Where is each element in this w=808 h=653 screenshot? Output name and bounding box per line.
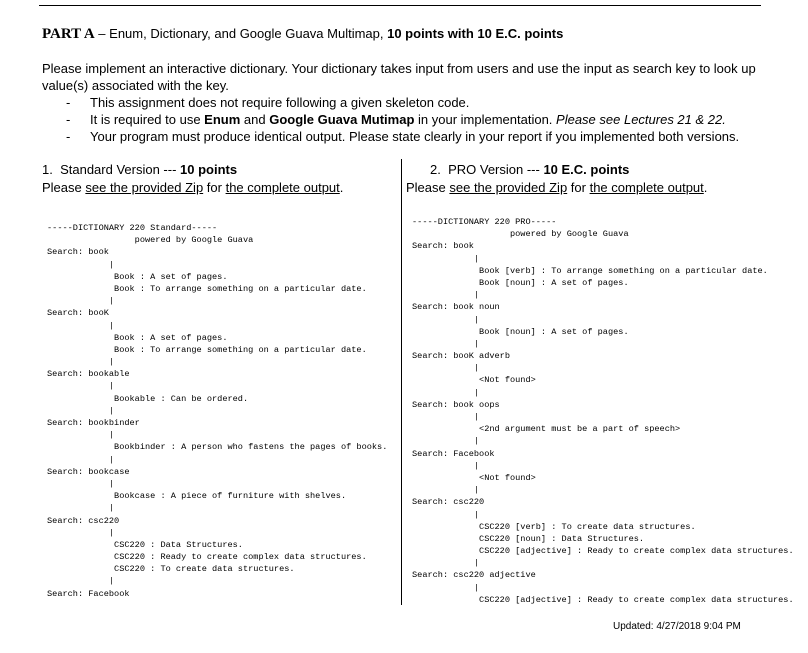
console-line: CSC220 : Data Structures.	[47, 539, 243, 550]
console-line: |	[412, 253, 480, 264]
console-line: Search: bookable	[47, 369, 130, 380]
console-line: |	[47, 259, 115, 270]
console-line: |	[412, 509, 480, 520]
console-line: Book [noun] : A set of pages.	[412, 326, 629, 337]
console-line: Book [noun] : A set of pages.	[412, 277, 629, 288]
console-line: Book : To arrange something on a particular date.	[47, 344, 367, 355]
console-line: <Not found>	[412, 472, 536, 483]
zip-link[interactable]: see the provided Zip	[85, 180, 204, 195]
standard-version-note	[42, 180, 343, 195]
complete-output-link[interactable]: the complete output	[589, 180, 704, 195]
console-line: Search: bookcase	[47, 466, 130, 477]
heading-topics: Enum, Dictionary, and Google Guava Multimap,	[109, 26, 388, 41]
note-text: Please	[42, 180, 86, 195]
heading-points: 10 points with 10 E.C. points	[387, 26, 564, 41]
console-line: Search: booK adverb	[412, 351, 510, 362]
console-line: Bookcase : A piece of furniture with shelves.	[47, 491, 347, 502]
console-line: |	[47, 527, 115, 538]
console-line: CSC220 : To create data structures.	[47, 564, 295, 575]
console-line: |	[47, 381, 115, 392]
part-label: PART A	[42, 26, 95, 42]
bullet-text: It is required to use	[90, 112, 205, 127]
console-line: |	[47, 430, 115, 441]
bullet-text: in your implementation.	[414, 112, 557, 127]
section-number: 1.	[42, 162, 53, 177]
console-line: Book : To arrange something on a particular date.	[47, 283, 367, 294]
requirements-list	[42, 94, 739, 145]
column-divider	[401, 159, 402, 605]
console-line: -----DICTIONARY 220 PRO-----	[412, 217, 557, 227]
console-line: CSC220 [adjective] : Ready to create complex data structures.	[412, 546, 794, 557]
top-rule	[39, 5, 761, 6]
console-line: Search: csc220	[412, 497, 485, 508]
list-item: - It is required to use Enum and Google Guava Mutimap in your implementation. Please see Lectures 21 & 22.	[66, 112, 726, 127]
list-item: - Your program must produce identical output. Please state clearly in your report if you implemented both versions.	[66, 129, 740, 144]
console-line: |	[47, 296, 115, 307]
console-line: |	[412, 363, 480, 374]
bullet-bold-guava: Google Guava Mutimap	[269, 112, 415, 127]
pro-console-output	[412, 216, 794, 606]
console-line: Search: book noun	[412, 302, 500, 313]
note-text: .	[703, 180, 708, 195]
section-label: Standard Version ---	[60, 162, 181, 177]
section-number: 2.	[430, 162, 441, 177]
note-text: .	[339, 180, 344, 195]
section-points: 10 E.C. points	[543, 162, 630, 177]
console-line: powered by Google Guava	[412, 229, 629, 240]
pro-version-note	[406, 180, 707, 195]
console-line: |	[412, 436, 480, 447]
bullet-text: and	[240, 112, 270, 127]
heading-dash: –	[94, 26, 110, 41]
console-line: |	[412, 582, 480, 593]
section-points: 10 points	[180, 162, 238, 177]
note-text: Please	[406, 180, 450, 195]
section-label: PRO Version ---	[448, 162, 544, 177]
console-line: Search: book oops	[412, 399, 500, 410]
console-line: |	[412, 412, 480, 422]
note-text: for	[203, 180, 226, 195]
console-line: CSC220 [adjective] : Ready to create complex data structures.	[412, 594, 794, 605]
console-line: Book : A set of pages.	[47, 332, 228, 343]
pro-version-title	[430, 162, 629, 177]
console-line: Search: Facebook	[47, 588, 130, 599]
list-item: - This assignment does not require following a given skeleton code.	[66, 95, 470, 110]
zip-link[interactable]: see the provided Zip	[449, 180, 568, 195]
console-line: |	[47, 357, 115, 368]
updated-timestamp: Updated: 4/27/2018 9:04 PM	[613, 621, 741, 632]
complete-output-link[interactable]: the complete output	[225, 180, 340, 195]
console-line: |	[47, 320, 115, 331]
console-line: |	[47, 576, 115, 587]
console-line: |	[47, 503, 115, 514]
console-line: <2nd argument must be a part of speech>	[412, 424, 681, 435]
console-line: |	[412, 338, 480, 349]
note-text: for	[567, 180, 590, 195]
console-line: |	[412, 460, 480, 471]
console-line: |	[412, 558, 480, 569]
console-line: Search: booK	[47, 308, 109, 319]
standard-console-output	[47, 222, 387, 600]
console-line: |	[412, 485, 480, 496]
console-line: Book : A set of pages.	[47, 271, 228, 282]
bullet-italic-lectures: Please see Lectures 21 & 22.	[556, 112, 726, 127]
console-line: Search: book	[47, 247, 109, 258]
console-line: <Not found>	[412, 375, 536, 386]
console-line: |	[47, 454, 115, 465]
console-line: -----DICTIONARY 220 Standard-----	[47, 223, 218, 233]
intro-paragraph: Please implement an interactive dictionary. Your dictionary takes input from users and use the input as search key to look up value(s) associated with the key.	[42, 61, 756, 93]
console-line: Search: Facebook	[412, 448, 495, 459]
console-line: CSC220 : Ready to create complex data structures.	[47, 552, 367, 563]
console-line: Search: csc220	[47, 515, 120, 526]
bullet-text: Your program must produce identical output. Please state clearly in your report if you implemented both versions.	[90, 129, 740, 144]
console-line: CSC220 [verb] : To create data structures.	[412, 521, 696, 532]
console-line: Search: book	[412, 241, 474, 252]
page-heading	[42, 26, 563, 43]
console-line: |	[47, 478, 115, 489]
console-line: Search: csc220 adjective	[412, 570, 536, 581]
console-line: |	[412, 387, 480, 398]
console-line: Bookable : Can be ordered.	[47, 393, 249, 404]
bullet-text: This assignment does not require following a given skeleton code.	[90, 95, 470, 110]
console-line: |	[412, 314, 480, 325]
console-line: powered by Google Guava	[47, 235, 254, 246]
standard-version-title	[42, 162, 237, 177]
console-line: |	[412, 290, 480, 301]
console-line: Book [verb] : To arrange something on a particular date.	[412, 265, 768, 276]
console-line: |	[47, 405, 115, 416]
console-line: Search: bookbinder	[47, 418, 140, 428]
bullet-bold-enum: Enum	[204, 112, 241, 127]
console-line: CSC220 [noun] : Data Structures.	[412, 533, 645, 544]
console-line: Bookbinder : A person who fastens the pages of books.	[47, 442, 388, 453]
